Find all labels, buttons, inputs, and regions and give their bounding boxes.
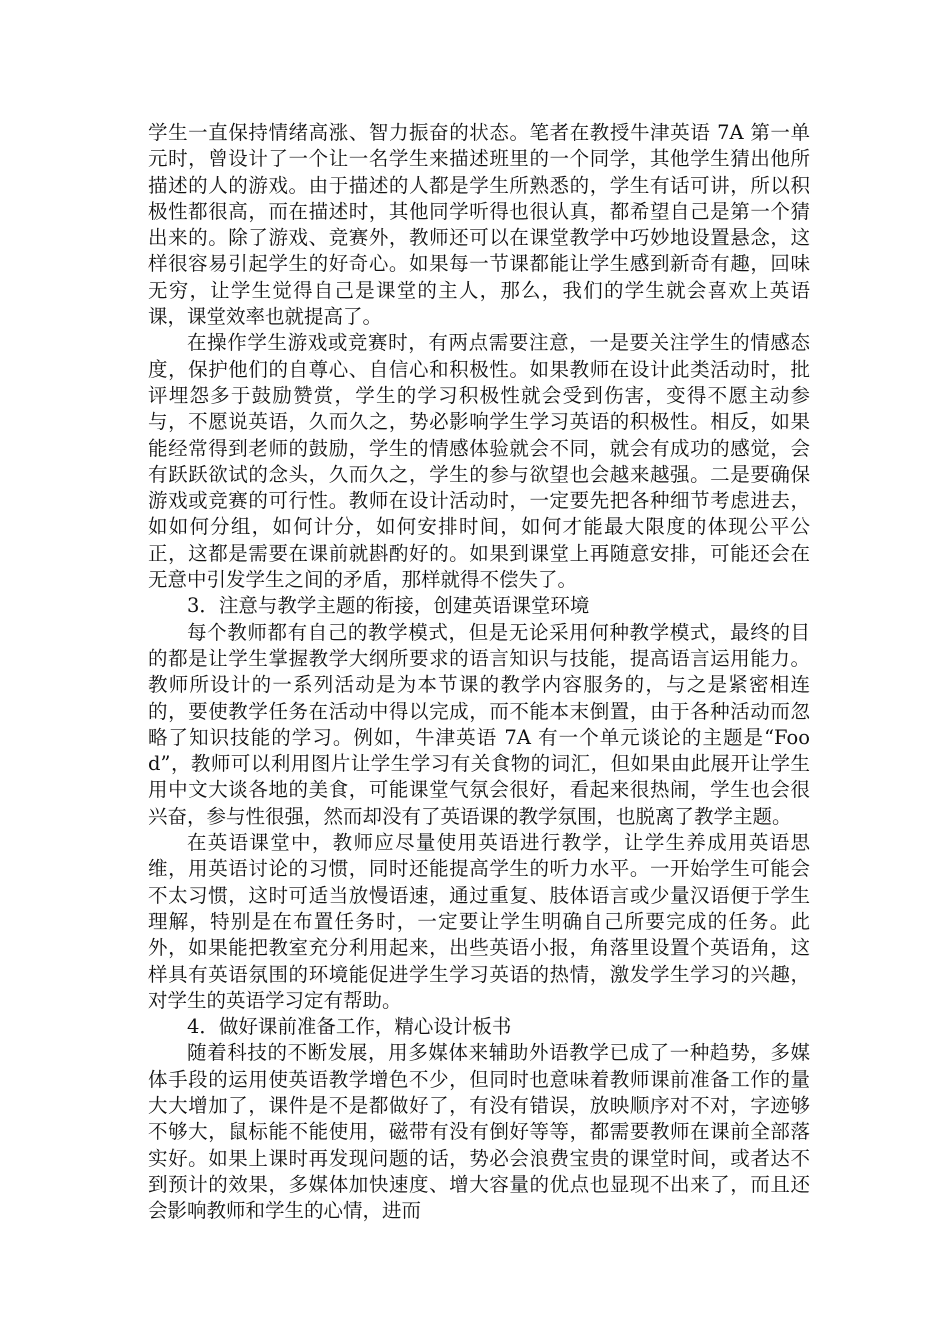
paragraph-teaching-mode: 每个教师都有自己的教学模式，但是无论采用何种教学模式，最终的目的都是让学生掌握教学大纲所要求的语言知识与技能，提高语言运用能力。教师所设计的一系列活动是为本节课的教学内容服务的，与之是紧密相连的，要使教学任务在活动中得以完成，而不能本末倒置，由于各种活动而忽略了知识技能的学习。例如，牛津英语 7A 有一个单元谈论的主题是“Food”，教师可以利用图片让学生学习有关食物的词汇，但如果由此展开让学生用中文大谈各地的美食，可能课堂气氛会很好，看起来很热闹，学生也会很兴奋，参与性很强，然而却没有了英语课的教学氛围，也脱离了教学主题。 xyxy=(148,620,810,828)
paragraph-multimedia: 随着科技的不断发展，用多媒体来辅助外语教学已成了一种趋势，多媒体手段的运用使英语教学增色不少，但同时也意味着教师课前准备工作的量大大增加了，课件是不是都做好了，有没有错误，放映顺序对不对，字迹够不够大，鼠标能不能使用，磁带有没有倒好等等，都需要教师在课前全部落实好。如果上课时再发现问题的话，势必会浪费宝贵的课堂时间，或者达不到预计的效果，多媒体加快速度、增大容量的优点也显现不出来了，而且还会影响教师和学生的心情，进而 xyxy=(148,1041,810,1223)
paragraph-english-classroom: 在英语课堂中，教师应尽量使用英语进行教学，让学生养成用英语思维，用英语讨论的习惯，同时还能提高学生的听力水平。一开始学生可能会不太习惯，这时可适当放慢语速，通过重复、肢体语言或少量汉语便于学生理解，特别是在布置任务时，一定要让学生明确自己所要完成的任务。此外，如果能把教室充分利用起来，出些英语小报，角落里设置个英语角，这样具有英语氛围的环境能促进学生学习英语的热情，激发学生学习的兴趣，对学生的英语学习定有帮助。 xyxy=(148,831,810,1012)
section-heading-3: 3．注意与教学主题的衔接，创建英语课堂环境 xyxy=(187,594,590,618)
paragraph-continuation: 学生一直保持情绪高涨、智力振奋的状态。笔者在教授牛津英语 7A 第一单元时，曾设计了一个让一名学生来描述班里的一个同学，其他学生猜出他所描述的人的游戏。由于描述的人都是学生所熟悉的，学生有话可讲，所以积极性都很高，而在描述时，其他同学听得也很认真，都希望自己是第一个猜出来的。除了游戏、竞赛外，教师还可以在课堂教学中巧妙地设置悬念，这样很容易引起学生的好奇心。如果每一节课都能让学生感到新奇有趣，回味无穷，让学生觉得自己是课堂的主人，那么，我们的学生就会喜欢上英语课，课堂效率也就提高了。 xyxy=(148,121,810,329)
document-body xyxy=(148,120,810,1224)
paragraph-game-notes: 在操作学生游戏或竞赛时，有两点需要注意，一是要关注学生的情感态度，保护他们的自尊心、自信心和积极性。如果教师在设计此类活动时，批评埋怨多于鼓励赞赏，学生的学习积极性就会受到伤害，变得不愿主动参与，不愿说英语，久而久之，势必影响学生学习英语的积极性。相反，如果能经常得到老师的鼓励，学生的情感体验就会不同，就会有成功的感觉，会有跃跃欲试的念头，久而久之，学生的参与欲望也会越来越强。二是要确保游戏或竞赛的可行性。教师在设计活动时，一定要先把各种细节考虑进去，如如何分组，如何计分，如何安排时间，如何才能最大限度的体现公平公正，这都是需要在课前就斟酌好的。如果到课堂上再随意安排，可能还会在无意中引发学生之间的矛盾，那样就得不偿失了。 xyxy=(148,331,810,592)
section-heading-4: 4．做好课前准备工作，精心设计板书 xyxy=(187,1015,512,1039)
